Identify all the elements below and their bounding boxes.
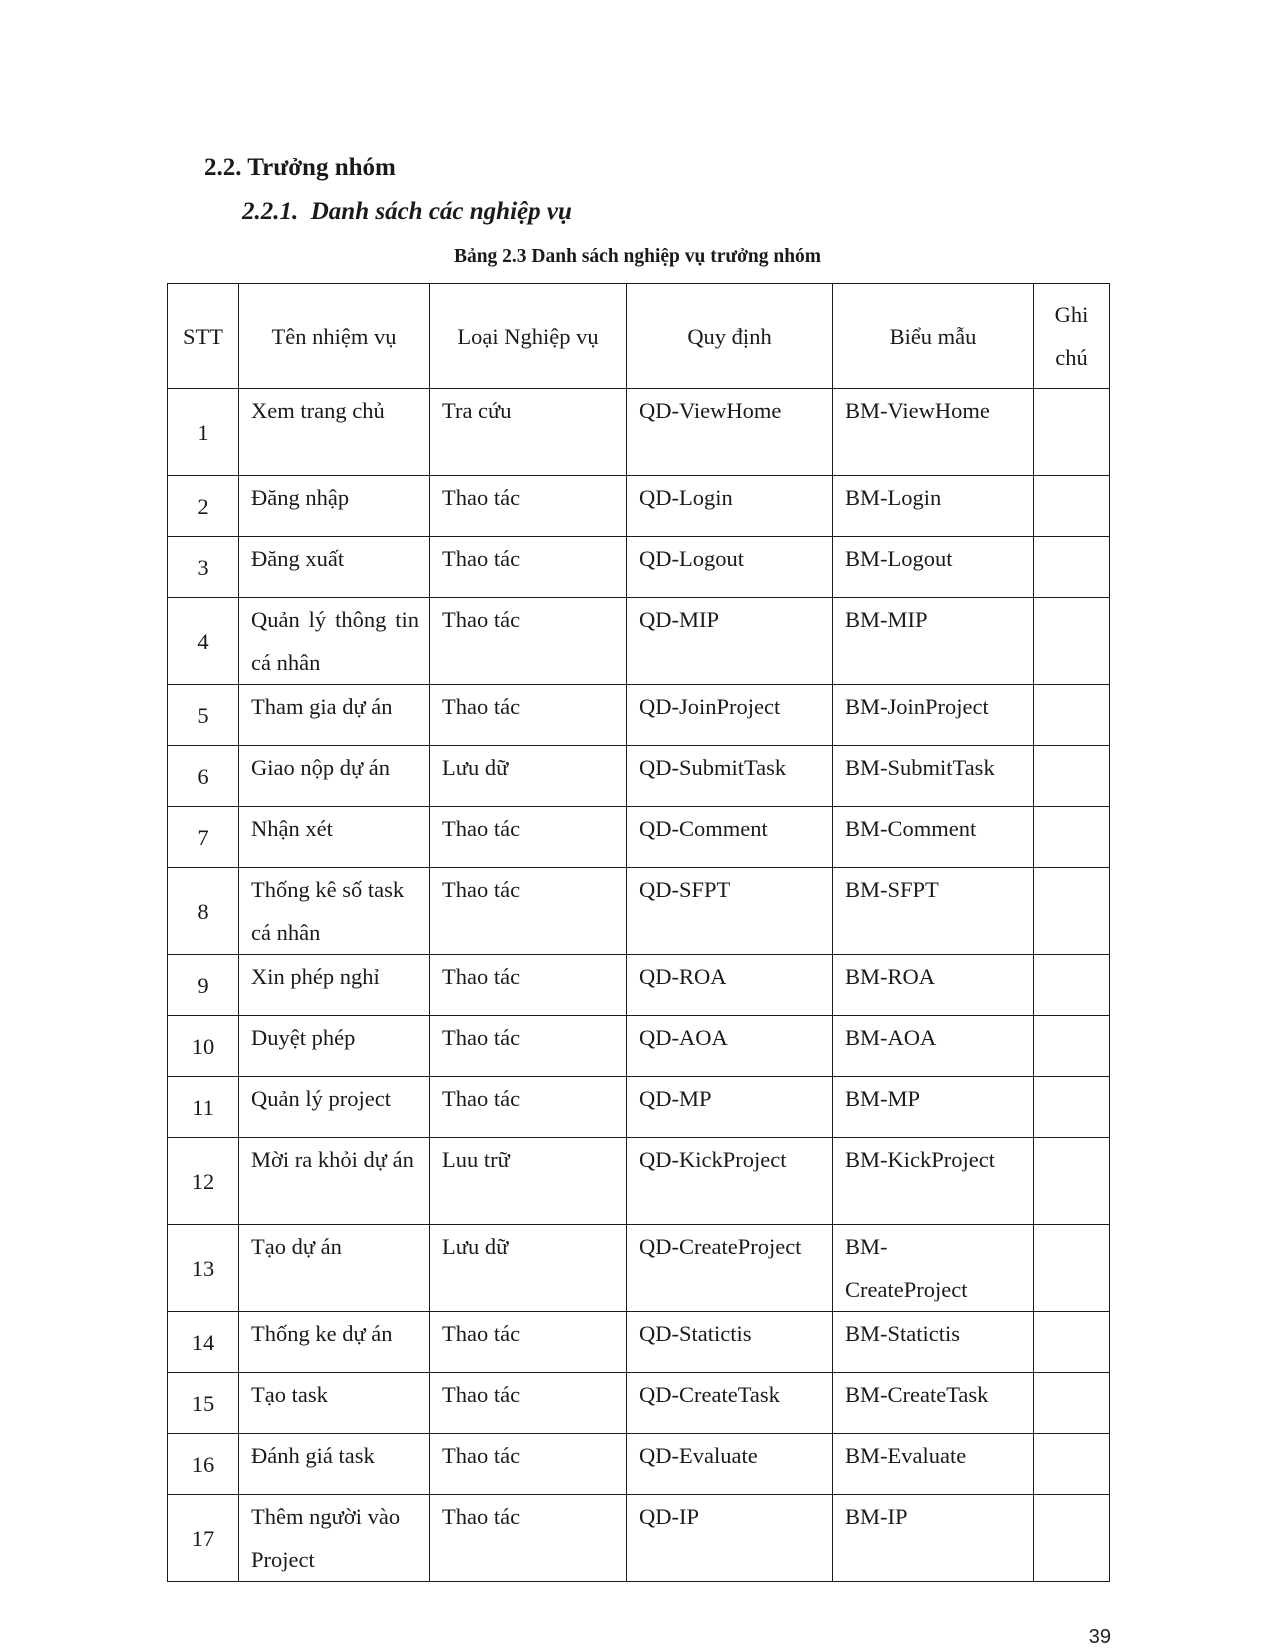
stt-cell: 16 [168,1434,239,1495]
note-cell [1034,598,1110,685]
note-cell [1034,1138,1110,1225]
table-row [168,1434,1110,1495]
task-type-cell: Thao tác [430,1434,627,1495]
task-name-cell: Xin phép nghỉ [239,955,430,1016]
rule-cell: QD-Comment [627,807,833,868]
note-cell [1034,1225,1110,1312]
table-row [168,955,1110,1016]
note-cell [1034,476,1110,537]
task-name-cell: Tạo dự án [239,1225,430,1312]
header-form: Biểu mẫu [833,284,1034,389]
task-name-cell: Thống ke dự án [239,1312,430,1373]
form-cell: BM-Comment [833,807,1034,868]
note-cell [1034,389,1110,476]
table-body [168,389,1110,1582]
form-cell: BM-Login [833,476,1034,537]
task-name-cell: Quản lý thông tin cá nhân [239,598,430,685]
rule-cell: QD-MP [627,1077,833,1138]
task-type-cell: Lưu dữ [430,1225,627,1312]
task-name-cell: Tạo task [239,1373,430,1434]
form-cell: BM-CreateTask [833,1373,1034,1434]
task-type-cell: Thao tác [430,598,627,685]
table-row [168,868,1110,955]
rule-cell: QD-Logout [627,537,833,598]
table-row [168,746,1110,807]
rule-cell: QD-ViewHome [627,389,833,476]
table-row [168,389,1110,476]
task-type-cell: Thao tác [430,1373,627,1434]
rule-cell: QD-JoinProject [627,685,833,746]
note-cell [1034,868,1110,955]
task-name-cell: Duyệt phép [239,1016,430,1077]
stt-cell: 9 [168,955,239,1016]
form-cell: BM-MIP [833,598,1034,685]
form-cell: BM-ROA [833,955,1034,1016]
stt-cell: 13 [168,1225,239,1312]
stt-cell: 5 [168,685,239,746]
note-cell [1034,807,1110,868]
table-row [168,1077,1110,1138]
rule-cell: QD-Login [627,476,833,537]
note-cell [1034,1373,1110,1434]
task-type-cell: Thao tác [430,476,627,537]
note-cell [1034,1016,1110,1077]
table-row [168,537,1110,598]
form-cell: BM-CreateProject [833,1225,1034,1312]
form-cell: BM-SubmitTask [833,746,1034,807]
rule-cell: QD-AOA [627,1016,833,1077]
table-row [168,476,1110,537]
rule-cell: QD-Statictis [627,1312,833,1373]
stt-cell: 14 [168,1312,239,1373]
task-type-cell: Lưu dữ [430,746,627,807]
table-row [168,807,1110,868]
table-row [168,1373,1110,1434]
task-name-cell: Thống kê số task cá nhân [239,868,430,955]
stt-cell: 4 [168,598,239,685]
table-header-row [168,284,1110,389]
note-cell [1034,1434,1110,1495]
rule-cell: QD-IP [627,1495,833,1582]
task-name-cell: Đăng nhập [239,476,430,537]
task-name-cell: Mời ra khỏi dự án [239,1138,430,1225]
form-cell: BM-Logout [833,537,1034,598]
form-cell: BM-KickProject [833,1138,1034,1225]
header-task-type: Loại Nghiệp vụ [430,284,627,389]
task-name-cell: Xem trang chủ [239,389,430,476]
task-name-cell: Nhận xét [239,807,430,868]
stt-cell: 8 [168,868,239,955]
note-cell [1034,1077,1110,1138]
rule-cell: QD-SubmitTask [627,746,833,807]
table-row [168,598,1110,685]
table-row [168,1312,1110,1373]
form-cell: BM-Evaluate [833,1434,1034,1495]
note-cell [1034,685,1110,746]
form-cell: BM-Statictis [833,1312,1034,1373]
note-cell [1034,1495,1110,1582]
form-cell: BM-SFPT [833,868,1034,955]
stt-cell: 10 [168,1016,239,1077]
stt-cell: 17 [168,1495,239,1582]
form-cell: BM-MP [833,1077,1034,1138]
stt-cell: 7 [168,807,239,868]
stt-cell: 12 [168,1138,239,1225]
task-type-cell: Thao tác [430,685,627,746]
task-name-cell: Thêm người vào Project [239,1495,430,1582]
task-table [167,283,1110,1582]
task-type-cell: Thao tác [430,1495,627,1582]
task-type-cell: Thao tác [430,1312,627,1373]
table-row [168,1495,1110,1582]
subsection-heading: 2.2.1. Danh sách các nghiệp vụ [242,198,572,225]
rule-cell: QD-Evaluate [627,1434,833,1495]
form-cell: BM-AOA [833,1016,1034,1077]
section-heading: 2.2. Trưởng nhóm [204,154,396,181]
rule-cell: QD-ROA [627,955,833,1016]
table-row [168,685,1110,746]
header-task-name: Tên nhiệm vụ [239,284,430,389]
task-type-cell: Thao tác [430,955,627,1016]
table-row [168,1138,1110,1225]
rule-cell: QD-MIP [627,598,833,685]
note-cell [1034,955,1110,1016]
task-type-cell: Thao tác [430,1016,627,1077]
table-caption: Bảng 2.3 Danh sách nghiệp vụ trưởng nhóm [453,246,822,267]
stt-cell: 3 [168,537,239,598]
header-stt: STT [168,284,239,389]
form-cell: BM-JoinProject [833,685,1034,746]
table-row [168,1225,1110,1312]
stt-cell: 2 [168,476,239,537]
task-name-cell: Đăng xuất [239,537,430,598]
stt-cell: 11 [168,1077,239,1138]
task-type-cell: Luu trữ [430,1138,627,1225]
header-note: Ghi chú [1034,284,1110,389]
task-type-cell: Thao tác [430,807,627,868]
task-name-cell: Quản lý project [239,1077,430,1138]
rule-cell: QD-CreateProject [627,1225,833,1312]
task-name-cell: Đánh giá task [239,1434,430,1495]
task-type-cell: Thao tác [430,868,627,955]
form-cell: BM-IP [833,1495,1034,1582]
header-rule: Quy định [627,284,833,389]
form-cell: BM-ViewHome [833,389,1034,476]
stt-cell: 6 [168,746,239,807]
page-number: 39 [1088,1626,1111,1648]
note-cell [1034,537,1110,598]
task-type-cell: Thao tác [430,537,627,598]
stt-cell: 1 [168,389,239,476]
table-row [168,1016,1110,1077]
task-type-cell: Tra cứu [430,389,627,476]
rule-cell: QD-CreateTask [627,1373,833,1434]
note-cell [1034,746,1110,807]
stt-cell: 15 [168,1373,239,1434]
note-cell [1034,1312,1110,1373]
task-type-cell: Thao tác [430,1077,627,1138]
task-name-cell: Giao nộp dự án [239,746,430,807]
rule-cell: QD-KickProject [627,1138,833,1225]
rule-cell: QD-SFPT [627,868,833,955]
task-name-cell: Tham gia dự án [239,685,430,746]
